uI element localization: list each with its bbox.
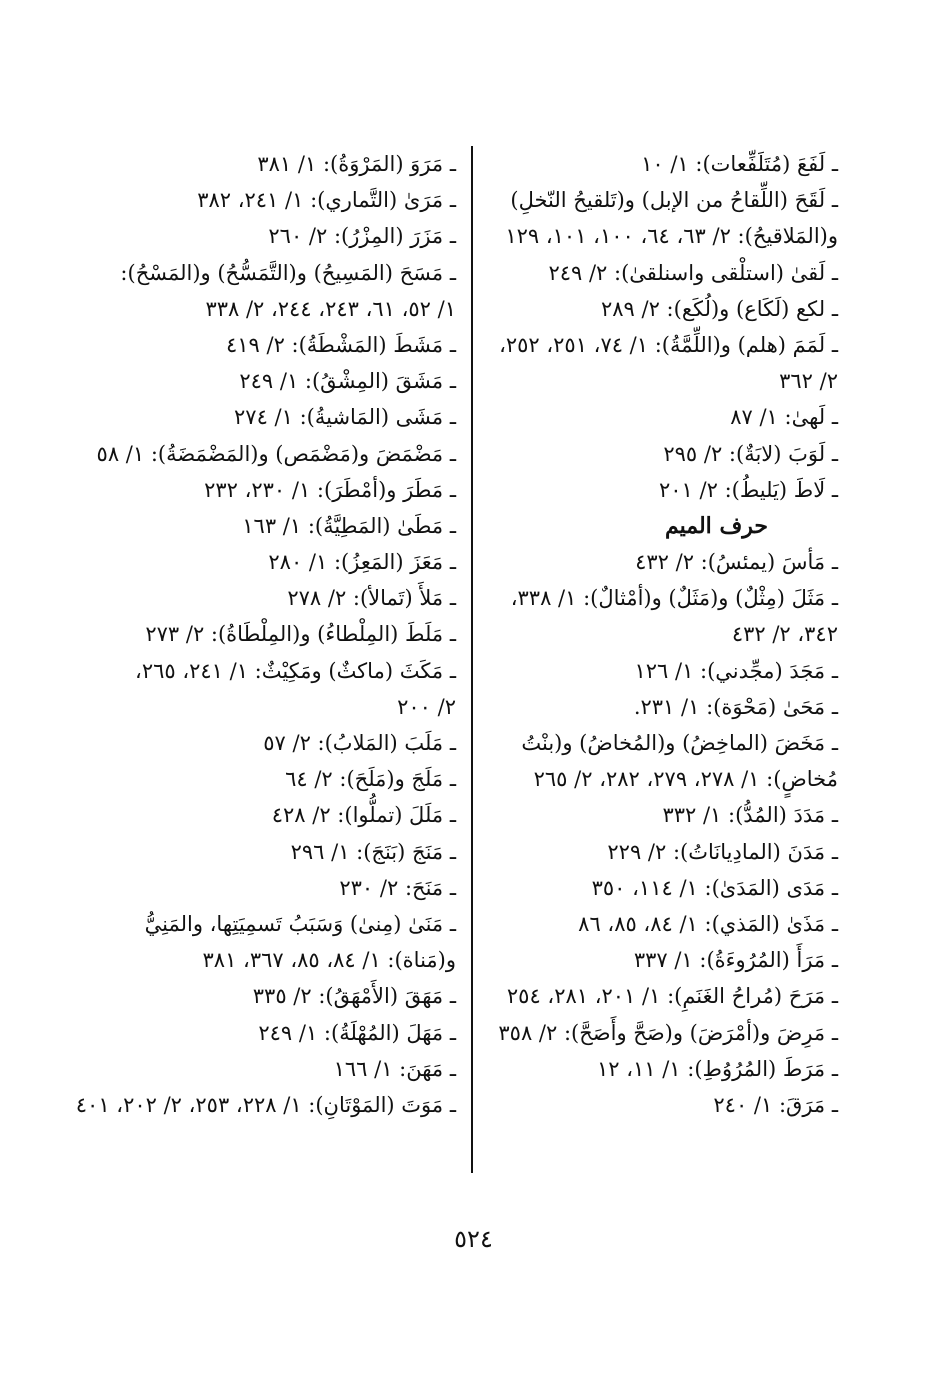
index-entry: مُخاضٍ): ١/ ٢٧٨، ٢٧٩، ٢٨٢، ٢/ ٢٦٥ [533,767,838,792]
index-entry: ـ مَشَى (المَاشيةُ): ١/ ٢٧٤ [234,405,456,430]
index-entry: ـ مَدَى (المَدَىٰ): ١/ ١١٤، ٣٥٠ [591,875,838,900]
index-entry: ـ مَنَجَ (بَنَجَ): ١/ ٢٩٦ [290,839,456,864]
index-entry: ـ مَعَزَ (المَعِزُ): ١/ ٢٨٠ [268,550,456,575]
index-entry: ٢/ ٣٦٢ [779,369,838,394]
index-entry: ١/ ٥٢، ٦١، ٢٤٣، ٢٤٤، ٢/ ٣٣٨ [205,296,456,321]
index-entry: ـ لَهىٰ: ١/ ٨٧ [730,405,838,430]
index-entry: ـ مَرَىٰ (التَّماري): ١/ ٢٤١، ٣٨٢ [197,188,456,213]
index-entry: ـ مَوَتَ (المَوْتَانِ): ١/ ٢٢٨، ٢٥٣، ٢/ ٢٠٢، ٤٠١ [75,1092,456,1117]
index-entry: ـ مَلأَ (تَمالأ): ٢/ ٢٧٨ [287,586,456,611]
index-entry: ـ مَرِضَ و(أمْرَضَ) و(صَحَّ وأَصَحَّ): ٢/ ٣٥٨ [498,1020,838,1045]
index-entry: ـ لَفَعَ (مُتَلَفِّعات): ١/ ١٠ [641,152,838,176]
index-entry: ـ مَزَرَ (المِزْرُ): ٢/ ٢٦٠ [268,224,456,249]
index-column-right [488,146,838,1123]
index-entry: ـ مَجَدَ (مجِّدني): ١/ ١٢٦ [634,658,838,683]
index-entry: ـ مَرَقَ: ١/ ٢٤٠ [713,1092,838,1117]
index-entry: ـ مَلَبَ (المَلابُ): ٢/ ٥٧ [263,731,456,755]
index-entry: ـ مَرَحَ (مُراحُ الغَنَمِ): ١/ ٢٠١، ٢٨١، ٢٥٤ [506,984,838,1009]
index-entry: ـ مَهَلَ (المُهْلَةُ): ١/ ٢٤٩ [258,1020,456,1045]
index-entry: ـ مَدَدَ (المُدُّ): ١/ ٣٣٢ [662,803,838,828]
index-entry: ـ مَضْمَضَ و(مَضْمَص) و(المَضْمَضَةُ): ١/ ٥٨ [96,441,456,466]
index-entry: ـ لَوَبَ (لابَةٌ): ٢/ ٢٩٥ [663,441,838,466]
index-entry: ـ مَدَنَ (المادِيانَاتُ): ٢/ ٢٢٩ [607,839,838,864]
index-entry: ـ مَذَىٰ (المَذي): ١/ ٨٤، ٨٥، ٨٦ [578,911,838,936]
index-entry: ـ مَشَقَ (المِشْقُ): ١/ ٢٤٩ [239,369,456,394]
section-heading: حرف الميم [664,512,768,539]
index-entry: ـ مَطَىٰ (المَطِيَّةُ): ١/ ١٦٣ [242,513,456,538]
index-entry: ـ مَكَثَ (ماكثٌ) ومَكِيْثٌ: ١/ ٢٤١، ٢٦٥، [135,658,456,683]
column-divider [471,146,473,1173]
index-entry: ـ لَقَحَ (اللِّقاحُ من الإبل) و(تَلقيحُ النّخلِ) [510,188,838,213]
index-entry: ـ مَأسَ (يمئسُ): ٢/ ٤٣٢ [635,550,838,575]
page-number: ٥٢٤ [454,1225,493,1253]
index-entry: ـ مَنَىٰ (مِنىٰ) وَسَبَبُ تَسمِيَتِها، والمَنِيُّ [144,911,456,936]
index-entry: ـ مَلَلَ (تملُّوا): ٢/ ٤٢٨ [271,803,456,828]
index-entry: ٢/ ٢٠٠ [397,694,456,719]
index-entry: ـ مَلَطَ (المِلْطاءُ) و(المِلْطَاةُ): ٢/ ٢٧٣ [145,622,456,647]
index-entry: ـ مَرَأَ (المُرُوءَةُ): ١/ ٣٣٧ [633,948,838,973]
index-entry: ـ لكع (لَكَاع) و(لُكَع): ٢/ ٢٨٩ [600,296,838,321]
index-entry: ٣٤٢، ٢/ ٤٣٢ [731,622,838,647]
index-entry: ـ مَرَوَ (المَرْوَةُ): ١/ ٣٨١ [257,152,456,176]
index-entry: ـ مَشَطَ (المَشْطَةُ): ٢/ ٤١٩ [225,332,456,357]
index-entry: ـ مَحَىٰ (مَحْوَة): ١/ ٢٣١. [633,694,838,719]
index-entry: ـ مَلَجَ و(مَلَحَ): ٢/ ٦٤ [285,767,456,792]
index-entry: ـ مَطَرَ و(أمْطَرَ): ١/ ٢٣٠، ٢٣٢ [204,477,456,502]
index-entry: و(مَناة): ١/ ٨٤، ٨٥، ٣٦٧، ٣٨١ [202,948,456,973]
index-entry: ـ مَسَحَ (المَسِيحُ) و(التَّمَسُّحُ) و(المَسْحُ): [120,260,456,285]
index-column-left [75,146,456,1123]
index-entry: ـ مَهَنَ: ١/ ١٦٦ [333,1056,456,1081]
index-entry: ـ لَاطَ (يَليطُ): ٢/ ٢٠١ [659,477,838,502]
index-entry: ـ مَرَطَ (المُرُوُطِ): ١/ ١١، ١٢ [596,1056,838,1081]
index-entry: ـ مَثَلَ (مِثْلٌ) و(مَثَلٌ) و(أمْثالٌ): ١/ ٣٣٨، [510,586,838,611]
index-entry: ـ مَخَضَ (الماخِضُ) و(المُخاضُ) و(بنْتُ [521,731,838,755]
index-entry: ـ لَقىٰ (استلْقى واسنلقىٰ): ٢/ ٢٤٩ [548,260,838,285]
index-entry: ـ مَنَحَ: ٢/ ٢٣٠ [339,875,456,900]
index-entry: ـ مَهَقَ (الأَمْهَقُ): ٢/ ٣٣٥ [252,984,456,1009]
index-entry: و(المَلاقيحُ): ٢/ ٦٣، ٦٤، ١٠٠، ١٠١، ١٢٩ [505,224,838,249]
index-entry: ـ لَمَمَ (هلم) و(اللِّمَّةُ): ١/ ٧٤، ٢٥١، ٢٥٢، [499,332,838,357]
